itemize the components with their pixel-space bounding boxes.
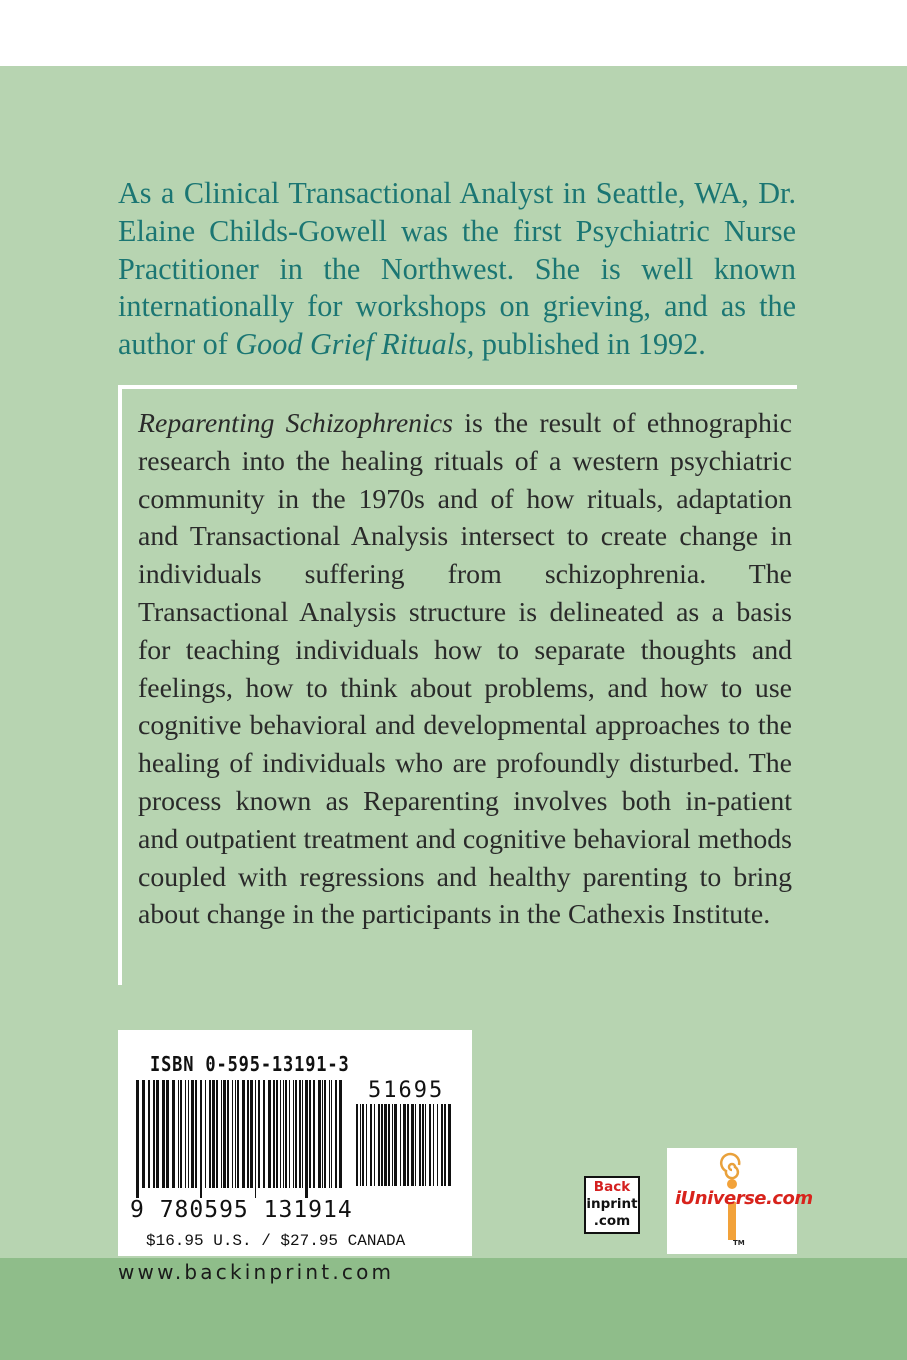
barcode-bar <box>425 1104 426 1186</box>
barcode-bar <box>400 1104 401 1186</box>
iuniverse-tm: TM <box>733 1239 745 1247</box>
barcode-box <box>118 1030 472 1256</box>
backinprint-logo-line3: .com <box>593 1213 631 1229</box>
barcode-bar <box>362 1104 364 1186</box>
barcode-bar <box>200 1080 202 1198</box>
barcode-bar <box>441 1104 443 1186</box>
barcode-bar <box>356 1104 358 1186</box>
barcode-bar <box>247 1080 249 1188</box>
barcode-bar <box>273 1080 275 1188</box>
barcode-bar <box>422 1104 424 1186</box>
barcode-bar <box>221 1080 222 1188</box>
barcode-bar <box>195 1080 197 1188</box>
barcode-bar <box>280 1080 281 1188</box>
barcode-bar <box>250 1080 253 1188</box>
barcode-bar <box>188 1080 189 1188</box>
barcode-bar <box>162 1080 165 1188</box>
barcode-bar <box>283 1080 284 1188</box>
author-bio-book-title: Good Grief Rituals, <box>235 327 475 362</box>
barcode-bar <box>237 1080 239 1188</box>
barcode-bar <box>263 1080 265 1188</box>
barcode-bar <box>295 1080 297 1188</box>
isbn-label: ISBN 0-595-13191-3 <box>150 1052 350 1076</box>
barcode-bar <box>437 1104 438 1186</box>
barcode-bar <box>153 1080 155 1188</box>
barcode-bar <box>388 1104 390 1186</box>
barcode-bar <box>331 1080 332 1188</box>
barcode-bar <box>156 1080 159 1188</box>
barcode-bar <box>448 1104 451 1186</box>
barcode-bar <box>255 1080 256 1198</box>
barcode-bar <box>191 1080 194 1188</box>
barcode-bar <box>276 1080 278 1188</box>
barcode-bar <box>309 1080 311 1188</box>
barcode-bar <box>166 1080 169 1188</box>
backinprint-logo <box>584 1176 640 1234</box>
barcode-bar <box>374 1104 375 1186</box>
barcode-bar <box>407 1104 409 1186</box>
barcode-bar <box>136 1080 139 1198</box>
barcode-bar <box>329 1080 330 1188</box>
barcode-bar <box>227 1080 229 1188</box>
barcode-bar <box>232 1080 233 1188</box>
website-url: www.backinprint.com <box>118 1260 395 1284</box>
backinprint-logo-line1: Back <box>593 1179 631 1195</box>
barcode-bar <box>419 1104 421 1186</box>
description-book-title: Reparenting Schizophrenics <box>138 408 453 439</box>
barcode-bar <box>305 1080 308 1198</box>
barcode-bar <box>172 1080 175 1188</box>
barcode-bar <box>370 1104 372 1186</box>
barcode-bar <box>433 1104 434 1186</box>
barcode-bar <box>216 1080 218 1188</box>
barcode-bar <box>289 1080 290 1188</box>
barcode-bar <box>392 1104 393 1186</box>
frame-top-line <box>118 385 797 389</box>
barcode-bar <box>360 1104 361 1186</box>
barcode-bar <box>411 1104 414 1186</box>
author-bio-text-end: published in 1992. <box>474 327 706 362</box>
book-description <box>138 405 792 934</box>
barcode-bar <box>384 1104 387 1186</box>
barcode-bar <box>180 1080 182 1188</box>
barcode-bar <box>335 1080 337 1188</box>
ean-barcode <box>134 1080 344 1198</box>
barcode-bar <box>205 1080 206 1188</box>
top-white-strip <box>0 0 907 66</box>
barcode-bar <box>148 1080 150 1188</box>
barcode-bar <box>378 1104 380 1186</box>
barcode-bar <box>324 1080 326 1188</box>
barcode-bar <box>185 1080 186 1188</box>
barcode-bar <box>285 1080 287 1188</box>
author-bio <box>118 175 796 364</box>
iuniverse-logo <box>667 1148 813 1254</box>
isbn-digits: 9 780595 131914 <box>130 1197 353 1223</box>
barcode-bar <box>339 1080 342 1188</box>
barcode-bar <box>142 1080 145 1188</box>
author-bio-text: As a Clinical Transactional Analyst in Seattle, WA, Dr. Elaine Childs-Gowell was the first Psychiatric Nurse Practitioner in the Northwest. She is well known internationally for workshops on grieving, and as the author of <box>118 176 796 362</box>
description-text: is the result of ethnographic research into the healing rituals of a western psychiatric community in the 1970s and of how rituals, adaptation and Transactional Analysis intersect to create change in individuals suffering from schizophrenia. The Transactional Analysis structure is delineated as a basis for teaching individuals how to separate thoughts and feelings, how to think about problems, and how to use cognitive behavioral and developmental approaches to the healing of individuals who are profoundly disturbed. The process known as Reparenting involves both in-patient and outpatient treatment and cognitive behavioral methods coupled with regressions and healthy parenting to bring about change in the participants in the Cathexis Institute. <box>138 408 792 931</box>
barcode-bar <box>242 1080 245 1188</box>
barcode-bar <box>366 1104 367 1186</box>
barcode-bar <box>235 1080 236 1188</box>
barcode-bar <box>209 1080 211 1188</box>
iuniverse-logo-text: iUniverse.com <box>675 1188 813 1209</box>
addon-digits: 51695 <box>368 1078 445 1103</box>
addon-barcode <box>354 1104 454 1196</box>
barcode-bar <box>299 1080 301 1188</box>
barcode-bar <box>444 1104 446 1186</box>
barcode-bar <box>293 1080 294 1188</box>
barcode-bar <box>381 1104 383 1186</box>
barcode-bar <box>223 1080 226 1188</box>
barcode-bar <box>313 1080 315 1188</box>
barcode-bar <box>403 1104 406 1186</box>
barcode-bar <box>394 1104 397 1186</box>
barcode-bar <box>318 1080 321 1188</box>
barcode-bar <box>178 1080 179 1188</box>
barcode-bar <box>322 1080 323 1188</box>
price-text: $16.95 U.S. / $27.95 CANADA <box>146 1232 406 1250</box>
barcode-bar <box>258 1080 260 1188</box>
barcode-bar <box>302 1080 303 1188</box>
barcode-bar <box>268 1080 271 1188</box>
barcode-bar <box>415 1104 416 1186</box>
barcode-bar <box>429 1104 431 1186</box>
frame-left-line <box>118 385 122 985</box>
backinprint-logo-line2: inprint <box>586 1196 638 1212</box>
barcode-bar <box>212 1080 215 1188</box>
